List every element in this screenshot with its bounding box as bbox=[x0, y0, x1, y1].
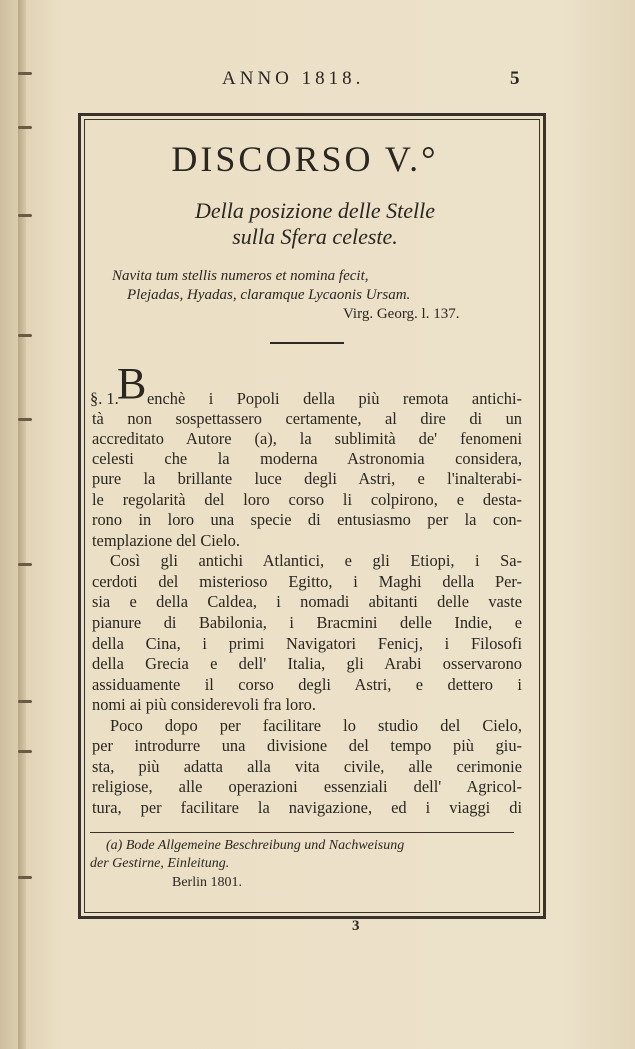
text-line: Poco dopo per facilitare lo studio del Cielo, bbox=[110, 716, 522, 735]
section-mark: §. 1. bbox=[90, 389, 119, 408]
chapter-heading: DISCORSO V.° bbox=[171, 139, 439, 179]
text-line: nomi ai più considerevoli fra loro. bbox=[92, 695, 316, 714]
book-binding bbox=[18, 0, 26, 1049]
text-line: pure la brillante luce degli Astri, e l'inalterabi- bbox=[92, 469, 522, 488]
epigraph-line: Navita tum stellis numeros et nomina fecit, bbox=[112, 268, 369, 284]
footnote-line: (a) Bode Allgemeine Beschreibung und Nachweisung bbox=[106, 838, 405, 853]
text-line: sia e della Caldea, i nomadi abitanti delle vaste bbox=[92, 592, 522, 611]
footnote-line: Berlin 1801. bbox=[172, 875, 242, 890]
binding-stitch bbox=[18, 126, 32, 129]
binding-stitch bbox=[18, 750, 32, 753]
text-line: della Cina, i primi Navigatori Fenicj, i Filosofi bbox=[92, 634, 522, 653]
text-line: cerdoti del misterioso Egitto, i Maghi della Per- bbox=[92, 572, 522, 591]
signature-mark: 3 bbox=[352, 918, 360, 934]
binding-stitch bbox=[18, 418, 32, 421]
text-line: Così gli antichi Atlantici, e gli Etiopi, i Sa- bbox=[110, 551, 522, 570]
page-number: 5 bbox=[510, 68, 520, 89]
epigraph-line: Plejadas, Hyadas, claramque Lycaonis Ursam. bbox=[127, 287, 411, 303]
binding-stitch bbox=[18, 334, 32, 337]
footnote-line: der Gestirne, Einleitung. bbox=[90, 856, 230, 871]
drop-capital: B bbox=[117, 359, 147, 408]
text-line: celesti che la moderna Astronomia considera, bbox=[92, 449, 522, 468]
text-line: della Grecia e dell' Italia, gli Arabi osservarono bbox=[92, 654, 522, 673]
text-line: enchè i Popoli della più remota antichi- bbox=[147, 389, 522, 408]
subtitle-line: Della posizione delle Stelle bbox=[194, 198, 436, 223]
text-line: accreditato Autore (a), la sublimità de' fenomeni bbox=[92, 429, 522, 448]
binding-stitch bbox=[18, 700, 32, 703]
section-rule bbox=[270, 342, 344, 344]
text-line: per introdurre una divisione del tempo più giu- bbox=[92, 736, 522, 755]
text-line: rono in loro una specie di entusiasmo per la con- bbox=[92, 510, 522, 529]
text-line: assiduamente il corso degli Astri, e dettero i bbox=[92, 675, 522, 694]
text-line: tà non sospettassero certamente, al dire di un bbox=[92, 409, 522, 428]
subtitle-line: sulla Sfera celeste. bbox=[232, 224, 398, 249]
text-line: pianure di Babilonia, i Bracmini delle Indie, e bbox=[92, 613, 522, 632]
text-line: sta, più adatta alla vita civile, alle cerimonie bbox=[92, 757, 522, 776]
running-head bbox=[0, 68, 635, 98]
footnote-rule bbox=[90, 832, 514, 833]
binding-stitch bbox=[18, 563, 32, 566]
text-line: religiose, alle operazioni essenziali dell' Agricol- bbox=[92, 777, 522, 796]
text-line: le regolarità del loro corso li colpirono, e desta- bbox=[92, 490, 522, 509]
running-head-title: ANNO 1818. bbox=[222, 68, 365, 89]
binding-stitch bbox=[18, 214, 32, 217]
epigraph-citation: Virg. Georg. l. 137. bbox=[343, 306, 460, 322]
text-line: templazione del Cielo. bbox=[92, 531, 240, 550]
binding-stitch bbox=[18, 876, 32, 879]
text-line: tura, per facilitare la navigazione, ed i viaggi di bbox=[92, 798, 522, 817]
